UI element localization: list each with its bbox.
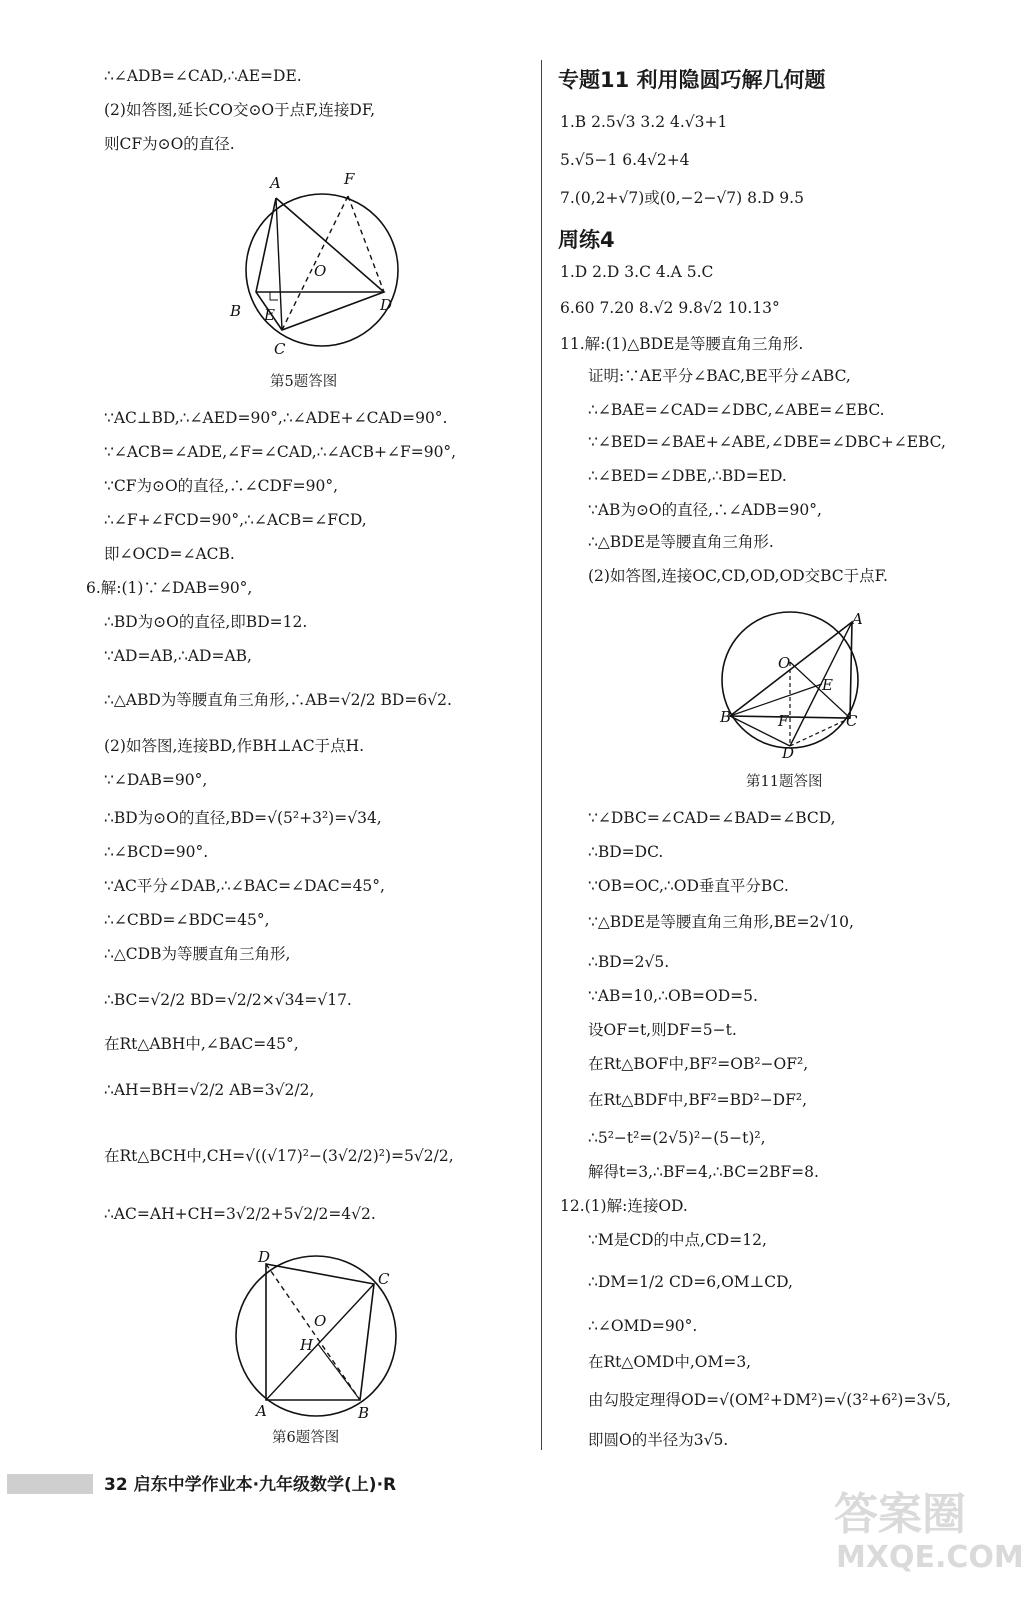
answer-line: 1.D 2.D 3.C 4.A 5.C xyxy=(560,263,714,281)
figure-caption: 第11题答图 xyxy=(746,774,823,790)
text-line: 即圆O的半径为3√5. xyxy=(588,1431,729,1449)
watermark-url: MXQE.COM xyxy=(836,1540,1024,1575)
label-C: C xyxy=(274,340,286,358)
answer-line: 1.B 2.5√3 3.2 4.√3+1 xyxy=(560,113,728,131)
figure-caption: 第6题答图 xyxy=(272,1430,340,1446)
label-H: H xyxy=(300,1336,314,1354)
label-B: B xyxy=(230,302,242,320)
text-line: ∴AH=BH=√2/2 AB=3√2/2, xyxy=(104,1081,315,1099)
text-line: 12.(1)解:连接OD. xyxy=(560,1197,688,1215)
text-line: ∵M是CD的中点,CD=12, xyxy=(588,1231,767,1249)
label-C: C xyxy=(378,1270,390,1288)
text-line: ∴∠F+∠FCD=90°,∴∠ACB=∠FCD, xyxy=(104,511,367,529)
section-title: 专题11 利用隐圆巧解几何题 xyxy=(558,68,826,92)
label-B: B xyxy=(720,708,732,726)
text-line: ∴∠CBD=∠BDC=45°, xyxy=(104,911,270,929)
label-O: O xyxy=(314,1312,327,1330)
watermark-logo: 答案圈 xyxy=(834,1489,966,1540)
figure-6-diagram xyxy=(226,1244,416,1424)
text-line: ∴∠BCD=90°. xyxy=(104,843,209,861)
section-title: 周练4 xyxy=(558,228,615,252)
text-line: ∵∠DAB=90°, xyxy=(104,771,208,789)
text-line: 设OF=t,则DF=5−t. xyxy=(588,1021,737,1039)
label-D: D xyxy=(258,1248,271,1266)
label-E: E xyxy=(822,676,833,694)
text-line: 11.解:(1)△BDE是等腰直角三角形. xyxy=(560,335,804,353)
label-A: A xyxy=(852,610,863,628)
answer-line: 6.60 7.20 8.√2 9.8√2 10.13° xyxy=(560,299,780,317)
label-F: F xyxy=(778,712,789,730)
text-line: ∵AC⊥BD,∴∠AED=90°,∴∠ADE+∠CAD=90°. xyxy=(104,409,448,427)
text-line: ∵OB=OC,∴OD垂直平分BC. xyxy=(588,877,789,895)
column-divider xyxy=(541,60,542,1450)
text-line: ∴BD为⊙O的直径,即BD=12. xyxy=(104,613,308,631)
text-line: ∴∠BED=∠DBE,∴BD=ED. xyxy=(588,467,787,485)
answer-line: 7.(0,2+√7)或(0,−2−√7) 8.D 9.5 xyxy=(560,189,804,207)
text-line: 在Rt△BCH中,CH=√((√17)²−(3√2/2)²)=5√2/2, xyxy=(104,1147,454,1165)
text-line: ∵CF为⊙O的直径,∴∠CDF=90°, xyxy=(104,477,339,495)
text-line: ∴∠OMD=90°. xyxy=(588,1317,698,1335)
label-D: D xyxy=(782,744,795,760)
text-line: 在Rt△BOF中,BF²=OB²−OF², xyxy=(588,1055,809,1073)
label-O: O xyxy=(314,262,327,280)
label-F: F xyxy=(344,170,355,188)
text-line: 在Rt△OMD中,OM=3, xyxy=(588,1353,752,1371)
text-line: ∴DM=1/2 CD=6,OM⊥CD, xyxy=(588,1273,793,1291)
text-line: ∵△BDE是等腰直角三角形,BE=2√10, xyxy=(588,913,854,931)
text-line: (2)如答图,延长CO交⊙O于点F,连接DF, xyxy=(104,101,376,119)
figure-caption: 第5题答图 xyxy=(270,374,338,390)
label-E: E xyxy=(264,306,275,324)
text-line: 则CF为⊙O的直径. xyxy=(104,135,235,153)
text-line: ∵∠ACB=∠ADE,∠F=∠CAD,∴∠ACB+∠F=90°, xyxy=(104,443,457,461)
figure-11-diagram xyxy=(712,600,872,760)
text-line: 在Rt△BDF中,BF²=BD²−DF², xyxy=(588,1091,808,1109)
text-line: 证明:∵AE平分∠BAC,BE平分∠ABC, xyxy=(588,367,851,385)
text-line: ∴△BDE是等腰直角三角形. xyxy=(588,533,774,551)
answer-line: 5.√5−1 6.4√2+4 xyxy=(560,151,690,169)
label-C: C xyxy=(846,712,858,730)
text-line: ∴△ABD为等腰直角三角形,∴AB=√2/2 BD=6√2. xyxy=(104,691,452,709)
text-line: ∵AB=10,∴OB=OD=5. xyxy=(588,987,758,1005)
text-line: (2)如答图,连接OC,CD,OD,OD交BC于点F. xyxy=(588,567,888,585)
page-footer: 32 启东中学作业本·九年级数学(上)·R xyxy=(104,1475,397,1495)
text-line: ∵AB为⊙O的直径,∴∠ADB=90°, xyxy=(588,501,822,519)
text-line: 6.解:(1)∵∠DAB=90°, xyxy=(86,579,253,597)
text-line: ∴∠BAE=∠CAD=∠DBC,∠ABE=∠EBC. xyxy=(588,401,885,419)
text-line: ∵AD=AB,∴AD=AB, xyxy=(104,647,252,665)
text-line: ∴AC=AH+CH=3√2/2+5√2/2=4√2. xyxy=(104,1205,376,1223)
text-line: (2)如答图,连接BD,作BH⊥AC于点H. xyxy=(104,737,365,755)
text-line: ∴BD=DC. xyxy=(588,843,664,861)
text-line: ∵AC平分∠DAB,∴∠BAC=∠DAC=45°, xyxy=(104,877,385,895)
text-line: 由勾股定理得OD=√(OM²+DM²)=√(3²+6²)=3√5, xyxy=(588,1391,951,1409)
label-A: A xyxy=(256,1402,267,1420)
text-line: ∵∠DBC=∠CAD=∠BAD=∠BCD, xyxy=(588,809,836,827)
text-line: ∴5²−t²=(2√5)²−(5−t)², xyxy=(588,1129,766,1147)
label-B: B xyxy=(358,1404,370,1422)
label-A: A xyxy=(270,174,281,192)
text-line: ∴BD为⊙O的直径,BD=√(5²+3²)=√34, xyxy=(104,809,382,827)
text-line: 解得t=3,∴BF=4,∴BC=2BF=8. xyxy=(588,1163,819,1181)
text-line: ∴∠ADB=∠CAD,∴AE=DE. xyxy=(104,67,302,85)
figure-5-diagram xyxy=(226,170,416,360)
text-line: 即∠OCD=∠ACB. xyxy=(104,545,235,563)
text-line: ∵∠BED=∠BAE+∠ABE,∠DBE=∠DBC+∠EBC, xyxy=(588,433,946,451)
text-line: ∴BC=√2/2 BD=√2/2×√34=√17. xyxy=(104,991,352,1009)
label-O: O xyxy=(778,654,791,672)
text-line: 在Rt△ABH中,∠BAC=45°, xyxy=(104,1035,299,1053)
text-line: ∴BD=2√5. xyxy=(588,953,670,971)
footer-decoration-bar xyxy=(7,1474,93,1494)
label-D: D xyxy=(380,296,393,314)
text-line: ∴△CDB为等腰直角三角形, xyxy=(104,945,291,963)
